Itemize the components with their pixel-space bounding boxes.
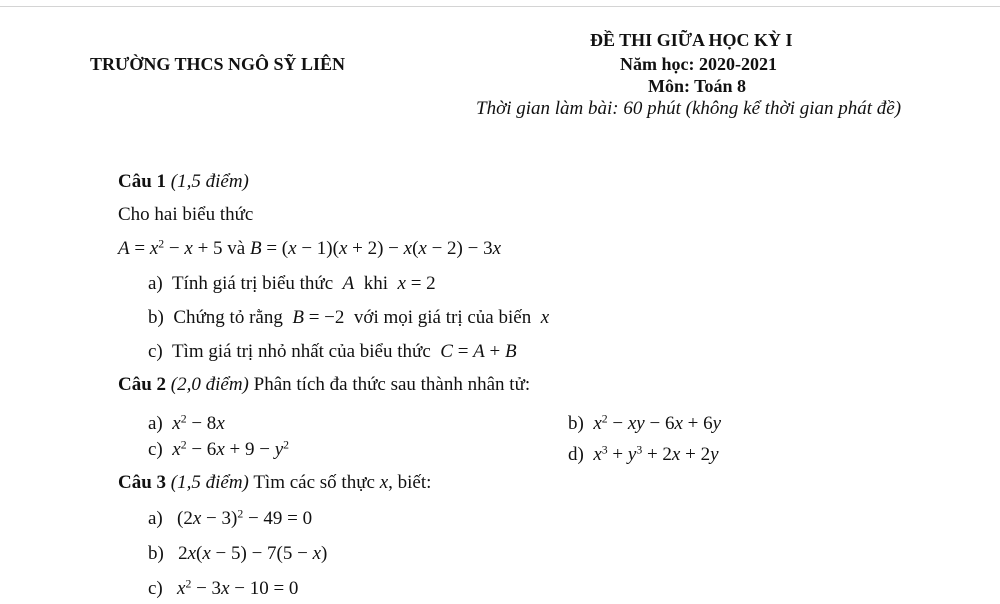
exam-title: ĐỀ THI GIỮA HỌC KỲ I (590, 30, 793, 50)
top-divider (0, 6, 1000, 7)
q3-text-end: , biết: (388, 472, 432, 493)
q1-b-end: với mọi giá trị của biến (353, 307, 532, 328)
q1-c-label: c) (148, 341, 163, 362)
q3-a-label: a) (148, 508, 163, 529)
q1-b-text: Chứng tỏ rằng (173, 307, 283, 328)
q2-part-c: c) $x^2 - 6x + 9 - y^2$ (148, 438, 290, 460)
q3-text: Tìm các số thực (253, 472, 375, 493)
q1-expressions: $A = x^2 - x + 5$ và B = (x − 1)(x + 2) − x(x − 2) − 3x (118, 237, 502, 259)
q2-part-b: b) $x^2$ − xy − 6x + 6y (568, 412, 722, 434)
q1-a-text: Tính giá trị biểu thức (171, 273, 334, 294)
q1-conj: và (227, 238, 246, 259)
exam-subject: Môn: Toán 8 (648, 76, 747, 96)
q1-a-label: a) (148, 273, 163, 294)
q3-c-label: c) (148, 578, 163, 599)
q2-label: Câu 2 (118, 374, 167, 395)
school-name: TRƯỜNG THCS NGÔ SỸ LIÊN (90, 54, 346, 74)
q2-a-label: a) (148, 413, 163, 434)
q1-c-text: Tìm giá trị nhỏ nhất của biểu thức (171, 341, 431, 362)
q3-b-label: b) (148, 543, 164, 564)
q2-b-label: b) (568, 413, 584, 434)
q2-part-d: d) $x^3 + y^3 + 2x + 2y$ (568, 443, 719, 465)
time-note: Thời gian làm bài: 60 phút (không kể thời gian phát đề) (476, 98, 902, 119)
q2-part-a: a) $x^2 - 8x$ (148, 412, 225, 434)
q2-text: Phân tích đa thức sau thành nhân tử: (253, 374, 531, 395)
q3-heading: Câu 3 (1,5 điểm) Tìm các số thực x, biết: (118, 472, 432, 493)
q3-part-a: a) $(2x - 3)^2 - 49 = 0$ (148, 507, 313, 529)
q3-part-c: c) $x^2 - 3x - 10 = 0$ (148, 577, 299, 599)
q1-label: Câu 1 (118, 171, 167, 192)
q2-c-label: c) (148, 439, 163, 460)
q1-part-b: b) Chứng tỏ rằng B = −2 với mọi giá trị của biến x (148, 307, 550, 328)
q3-points: (1,5 điểm) (170, 472, 249, 493)
q2-points: (2,0 điểm) (170, 374, 249, 395)
school-year: Năm học: 2020-2021 (620, 54, 777, 74)
q3-part-b: b) 2x(x − 5) − 7(5 − x) (148, 543, 328, 564)
q2-heading (118, 374, 530, 396)
q1-part-a: a) Tính giá trị biểu thức A khi x = 2 (148, 273, 436, 294)
q2-d-label: d) (568, 444, 584, 465)
q1-intro: Cho hai biểu thức (118, 204, 254, 225)
q1-part-c: c) Tìm giá trị nhỏ nhất của biểu thức C = A + B (148, 341, 517, 362)
q3-label: Câu 3 (118, 472, 167, 493)
q1-points: (1,5 điểm) (170, 171, 249, 192)
q1-heading (118, 171, 249, 193)
q1-b-label: b) (148, 307, 164, 328)
q1-a-mid: khi (363, 273, 389, 294)
